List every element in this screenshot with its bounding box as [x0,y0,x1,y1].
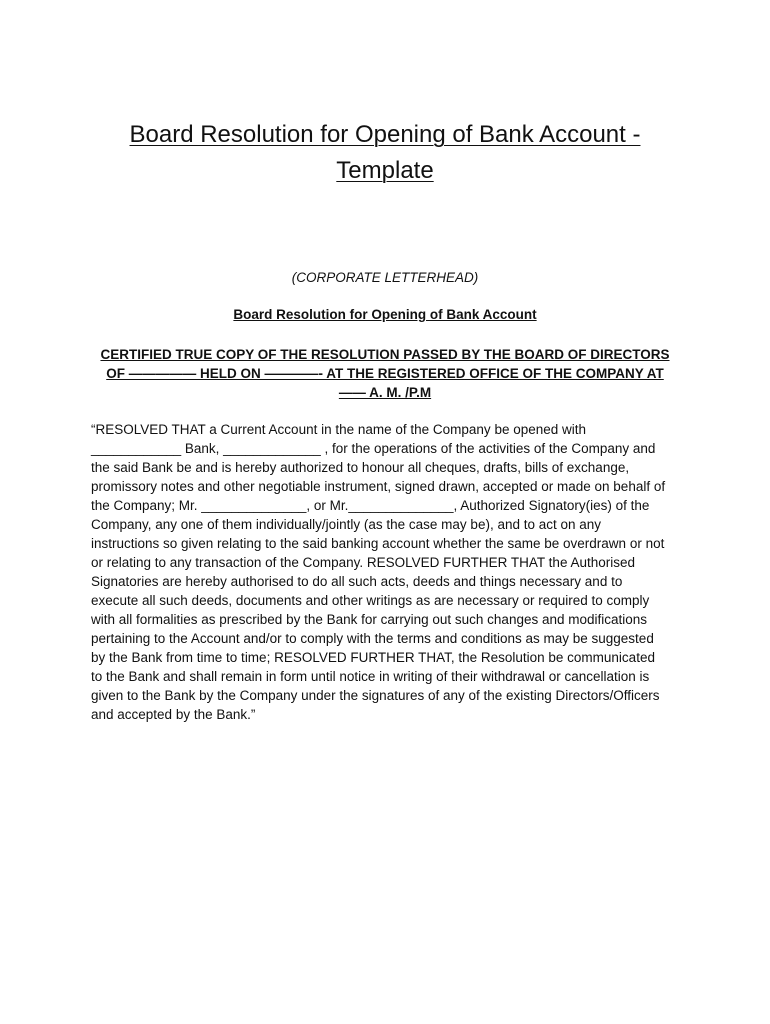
title-line: Template [336,157,434,184]
body-line: the Company; Mr. ______________, or Mr.______________, Authorized Signatory(ies) of the [91,498,650,513]
document-title [90,117,680,189]
certified-line: CERTIFIED TRUE COPY OF THE RESOLUTION PASSED BY THE BOARD OF DIRECTORS [100,347,670,362]
certified-copy-heading [90,345,680,402]
corporate-letterhead-placeholder: (CORPORATE LETTERHEAD) [291,270,479,285]
body-line: with all formalities as prescribed by the Bank for carrying out such changes and modifications [91,612,648,627]
body-line: execute all such deeds, documents and other writings as are necessary or required to comply [91,593,650,608]
body-line: instructions so given relating to the said banking account whether the same be overdrawn or not [91,536,665,551]
body-line: the said Bank be and is hereby authorized to honour all cheques, drafts, bills of exchange, [91,460,630,475]
certified-line: OF ————— HELD ON ————- AT THE REGISTERED OFFICE OF THE COMPANY AT [106,366,664,381]
body-line: Signatories are hereby authorised to do all such acts, deeds and things necessary and to [91,574,623,589]
certified-line: —— A. M. /P.M [338,385,432,400]
body-line: to the Bank and shall remain in form until notice in writing of their withdrawal or cancellation is [91,669,650,684]
title-line: Board Resolution for Opening of Bank Account - [129,121,641,148]
body-line: promissory notes and other negotiable instrument, signed drawn, accepted or made on behalf of [91,479,666,494]
body-line: “RESOLVED THAT a Current Account in the name of the Company be opened with [91,422,587,437]
resolution-subtitle: Board Resolution for Opening of Bank Account [233,307,537,322]
resolution-body [91,420,681,724]
body-line: and accepted by the Bank.” [91,707,256,722]
body-line: Company, any one of them individually/jointly (as the case may be), and to act on any [91,517,602,532]
body-line: by the Bank from time to time; RESOLVED FURTHER THAT, the Resolution be communicated [91,650,655,665]
body-line: pertaining to the Account and/or to comply with the terms and conditions as may be suggested [91,631,654,646]
body-line: given to the Bank by the Company under the signatures of any of the existing Directors/Officers [91,688,660,703]
body-line: ____________ Bank, _____________ , for the operations of the activities of the Company and [91,441,656,456]
body-line: or relating to any transaction of the Company. RESOLVED FURTHER THAT the Authorised [91,555,635,570]
